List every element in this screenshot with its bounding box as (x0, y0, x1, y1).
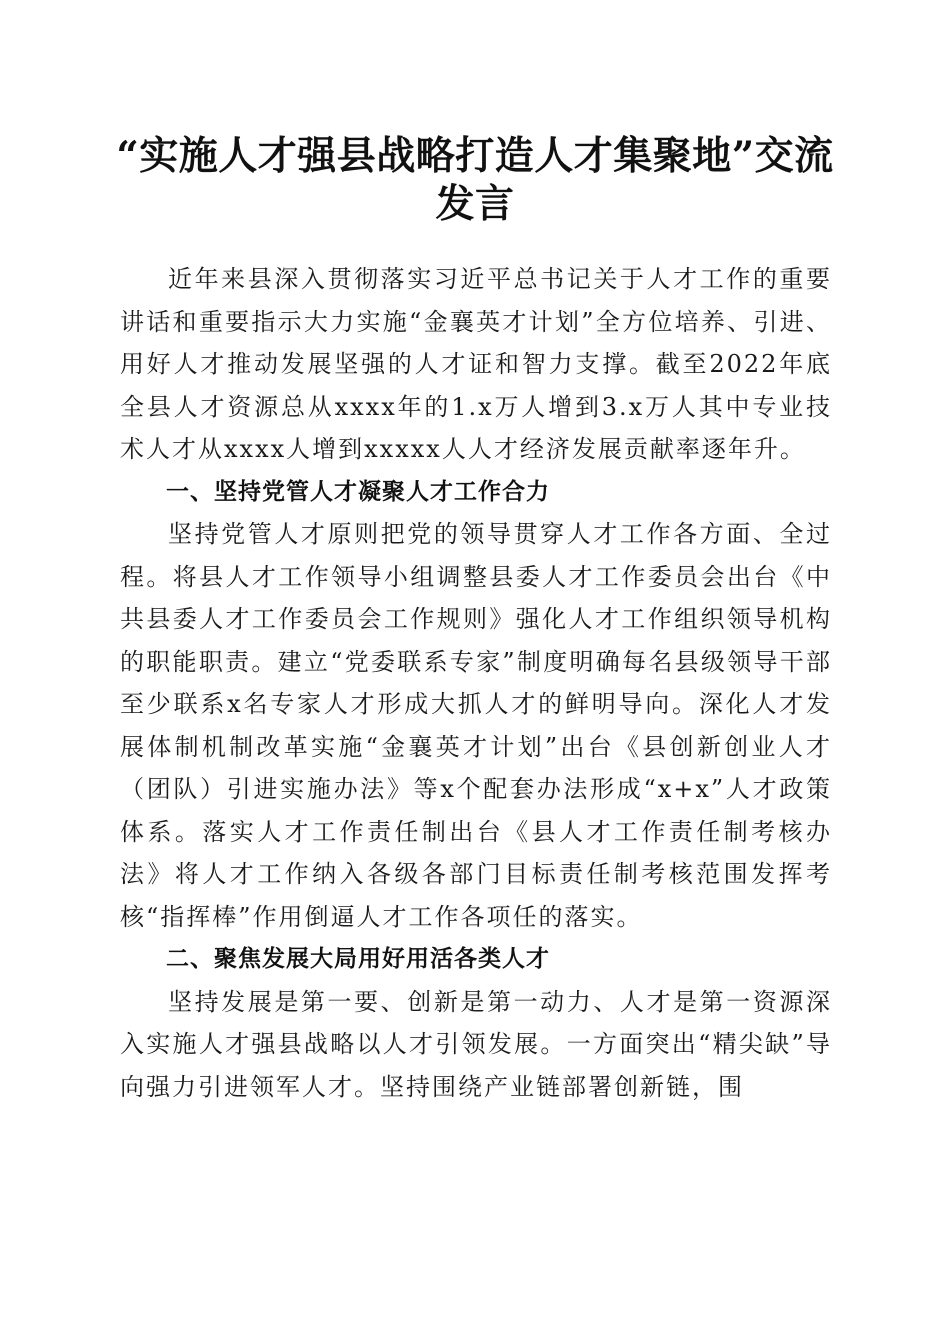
document-title: “实施人才强县战略打造人才集聚地”交流发言 (116, 133, 834, 227)
document-body (120, 258, 832, 1108)
intro-paragraph: 近年来县深入贯彻落实习近平总书记关于人才工作的重要讲话和重要指示大力实施“金襄英才计划”全方位培养、引进、用好人才推动发展坚强的人才证和智力支撑。截至2022年底全县人才资源总从xxxx年的1.x万人增到3.x万人其中专业技术人才从xxxx人增到xxxxx人人才经济发展贡献率逐年升。 (120, 265, 832, 463)
section-heading-2: 二、聚焦发展大局用好用活各类人才 (166, 946, 550, 972)
section-paragraph-2: 坚持发展是第一要、创新是第一动力、人才是第一资源深入实施人才强县战略以人才引领发展。一方面突出“精尖缺”导向强力引进领军人才。坚持围绕产业链部署创新链，围 (120, 987, 832, 1101)
section-heading-1: 一、坚持党管人才凝聚人才工作合力 (166, 478, 550, 505)
section-paragraph-1: 坚持党管人才原则把党的领导贯穿人才工作各方面、全过程。将县人才工作领导小组调整县委人才工作委员会出台《中共县委人才工作委员会工作规则》强化人才工作组织领导机构的职能职责。建立“党委联系专家”制度明确每名县级领导干部至少联系x名专家人才形成大抓人才的鲜明导向。深化人才发展体制机制改革实施“金襄英才计划”出台《县创新创业人才（团队）引进实施办法》等x个配套办法形成“x+x”人才政策体系。落实人才工作责任制出台《县人才工作责任制考核办法》将人才工作纳入各级各部门目标责任制考核范围发挥考核“指挥棒”作用倒逼人才工作各项任的落实。 (120, 520, 832, 931)
